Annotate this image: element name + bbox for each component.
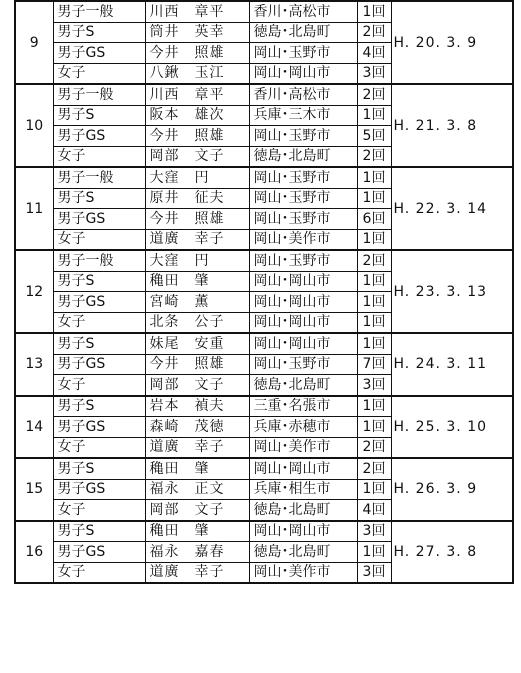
table-row <box>15 458 513 479</box>
winner-name-cell: 今井 照雄 <box>145 354 249 375</box>
table-row <box>15 167 513 188</box>
winner-name-cell: 川西 章平 <box>145 84 249 105</box>
hometown-cell: 徳島･北島町 <box>249 542 357 563</box>
table-row <box>15 396 513 417</box>
tournament-number-cell: 11 <box>15 167 53 250</box>
hometown-cell: 徳島･北島町 <box>249 22 357 43</box>
winner-name-cell: 大窪 円 <box>145 250 249 271</box>
winner-name-cell: 今井 照雄 <box>145 126 249 147</box>
winner-name-cell: 道廣 幸子 <box>145 229 249 250</box>
winner-name-cell: 森崎 茂徳 <box>145 417 249 438</box>
win-count-cell: 1回 <box>357 1 391 22</box>
hometown-cell: 兵庫･相生市 <box>249 479 357 500</box>
hometown-cell: 岡山･玉野市 <box>249 209 357 230</box>
hometown-cell: 三重･名張市 <box>249 396 357 417</box>
winner-name-cell: 岡部 文子 <box>145 146 249 167</box>
winner-name-cell: 道廣 幸子 <box>145 437 249 458</box>
hometown-cell: 岡山･岡山市 <box>249 458 357 479</box>
hometown-cell: 岡山･岡山市 <box>249 271 357 292</box>
winner-name-cell: 北条 公子 <box>145 312 249 333</box>
win-count-cell: 1回 <box>357 417 391 438</box>
hometown-cell: 岡山･美作市 <box>249 437 357 458</box>
table-row <box>15 250 513 271</box>
category-cell: 男子GS <box>53 292 145 313</box>
hometown-cell: 岡山･玉野市 <box>249 354 357 375</box>
hometown-cell: 岡山･岡山市 <box>249 312 357 333</box>
championship-results-table <box>14 0 514 584</box>
win-count-cell: 1回 <box>357 333 391 354</box>
win-count-cell: 4回 <box>357 43 391 64</box>
table-row <box>15 333 513 354</box>
tournament-number-cell: 14 <box>15 396 53 459</box>
hometown-cell: 岡山･玉野市 <box>249 188 357 209</box>
winner-name-cell: 原井 征夫 <box>145 188 249 209</box>
winner-name-cell: 妹尾 安重 <box>145 333 249 354</box>
category-cell: 男子S <box>53 188 145 209</box>
category-cell: 男子S <box>53 271 145 292</box>
tournament-number-cell: 10 <box>15 84 53 167</box>
win-count-cell: 6回 <box>357 209 391 230</box>
win-count-cell: 2回 <box>357 22 391 43</box>
category-cell: 女子 <box>53 437 145 458</box>
win-count-cell: 2回 <box>357 146 391 167</box>
results-table-body <box>15 1 513 583</box>
hometown-cell: 岡山･玉野市 <box>249 250 357 271</box>
category-cell: 男子GS <box>53 354 145 375</box>
winner-name-cell: 穐田 肇 <box>145 271 249 292</box>
category-cell: 女子 <box>53 500 145 521</box>
category-cell: 男子S <box>53 22 145 43</box>
category-cell: 女子 <box>53 229 145 250</box>
hometown-cell: 徳島･北島町 <box>249 146 357 167</box>
tournament-number-cell: 15 <box>15 458 53 521</box>
win-count-cell: 1回 <box>357 105 391 126</box>
winner-name-cell: 阪本 雄次 <box>145 105 249 126</box>
event-date-cell: H. 21. 3. 8 <box>391 84 513 167</box>
winner-name-cell: 今井 照雄 <box>145 209 249 230</box>
winner-name-cell: 穐田 肇 <box>145 458 249 479</box>
table-row <box>15 521 513 542</box>
win-count-cell: 3回 <box>357 521 391 542</box>
hometown-cell: 岡山･岡山市 <box>249 333 357 354</box>
event-date-cell: H. 27. 3. 8 <box>391 521 513 584</box>
category-cell: 男子S <box>53 105 145 126</box>
win-count-cell: 1回 <box>357 396 391 417</box>
winner-name-cell: 岩本 禎夫 <box>145 396 249 417</box>
win-count-cell: 3回 <box>357 562 391 583</box>
win-count-cell: 1回 <box>357 292 391 313</box>
hometown-cell: 岡山･美作市 <box>249 562 357 583</box>
hometown-cell: 香川･高松市 <box>249 84 357 105</box>
event-date-cell: H. 25. 3. 10 <box>391 396 513 459</box>
win-count-cell: 2回 <box>357 84 391 105</box>
tournament-number-cell: 16 <box>15 521 53 584</box>
winner-name-cell: 今井 照雄 <box>145 43 249 64</box>
win-count-cell: 3回 <box>357 63 391 84</box>
winner-name-cell: 大窪 円 <box>145 167 249 188</box>
category-cell: 男子GS <box>53 417 145 438</box>
win-count-cell: 2回 <box>357 437 391 458</box>
winner-name-cell: 道廣 幸子 <box>145 562 249 583</box>
winner-name-cell: 福永 嘉春 <box>145 542 249 563</box>
hometown-cell: 徳島･北島町 <box>249 375 357 396</box>
category-cell: 男子一般 <box>53 167 145 188</box>
win-count-cell: 1回 <box>357 271 391 292</box>
category-cell: 男子GS <box>53 479 145 500</box>
win-count-cell: 1回 <box>357 312 391 333</box>
hometown-cell: 徳島･北島町 <box>249 500 357 521</box>
category-cell: 女子 <box>53 63 145 84</box>
win-count-cell: 7回 <box>357 354 391 375</box>
category-cell: 男子一般 <box>53 84 145 105</box>
results-table-page <box>14 0 512 665</box>
hometown-cell: 香川･高松市 <box>249 1 357 22</box>
category-cell: 男子S <box>53 333 145 354</box>
winner-name-cell: 岡部 文子 <box>145 375 249 396</box>
win-count-cell: 2回 <box>357 458 391 479</box>
winner-name-cell: 宮崎 薫 <box>145 292 249 313</box>
winner-name-cell: 八鍬 玉江 <box>145 63 249 84</box>
table-row <box>15 1 513 22</box>
win-count-cell: 1回 <box>357 542 391 563</box>
win-count-cell: 1回 <box>357 188 391 209</box>
win-count-cell: 1回 <box>357 229 391 250</box>
event-date-cell: H. 24. 3. 11 <box>391 333 513 396</box>
winner-name-cell: 岡部 文子 <box>145 500 249 521</box>
hometown-cell: 兵庫･赤穂市 <box>249 417 357 438</box>
category-cell: 男子S <box>53 521 145 542</box>
hometown-cell: 岡山･玉野市 <box>249 43 357 64</box>
winner-name-cell: 川西 章平 <box>145 1 249 22</box>
category-cell: 女子 <box>53 375 145 396</box>
hometown-cell: 岡山･玉野市 <box>249 126 357 147</box>
hometown-cell: 岡山･美作市 <box>249 229 357 250</box>
category-cell: 男子S <box>53 458 145 479</box>
hometown-cell: 兵庫･三木市 <box>249 105 357 126</box>
tournament-number-cell: 12 <box>15 250 53 333</box>
tournament-number-cell: 13 <box>15 333 53 396</box>
category-cell: 男子GS <box>53 43 145 64</box>
winner-name-cell: 穐田 肇 <box>145 521 249 542</box>
win-count-cell: 4回 <box>357 500 391 521</box>
category-cell: 男子GS <box>53 542 145 563</box>
category-cell: 女子 <box>53 312 145 333</box>
event-date-cell: H. 26. 3. 9 <box>391 458 513 521</box>
category-cell: 男子一般 <box>53 250 145 271</box>
win-count-cell: 1回 <box>357 479 391 500</box>
hometown-cell: 岡山･岡山市 <box>249 521 357 542</box>
category-cell: 男子S <box>53 396 145 417</box>
category-cell: 男子一般 <box>53 1 145 22</box>
win-count-cell: 2回 <box>357 250 391 271</box>
win-count-cell: 5回 <box>357 126 391 147</box>
category-cell: 女子 <box>53 562 145 583</box>
category-cell: 男子GS <box>53 126 145 147</box>
hometown-cell: 岡山･岡山市 <box>249 292 357 313</box>
winner-name-cell: 福永 正文 <box>145 479 249 500</box>
tournament-number-cell: 9 <box>15 1 53 84</box>
table-row <box>15 84 513 105</box>
category-cell: 女子 <box>53 146 145 167</box>
category-cell: 男子GS <box>53 209 145 230</box>
event-date-cell: H. 20. 3. 9 <box>391 1 513 84</box>
event-date-cell: H. 22. 3. 14 <box>391 167 513 250</box>
event-date-cell: H. 23. 3. 13 <box>391 250 513 333</box>
win-count-cell: 1回 <box>357 167 391 188</box>
hometown-cell: 岡山･玉野市 <box>249 167 357 188</box>
hometown-cell: 岡山･岡山市 <box>249 63 357 84</box>
win-count-cell: 3回 <box>357 375 391 396</box>
winner-name-cell: 筒井 英幸 <box>145 22 249 43</box>
